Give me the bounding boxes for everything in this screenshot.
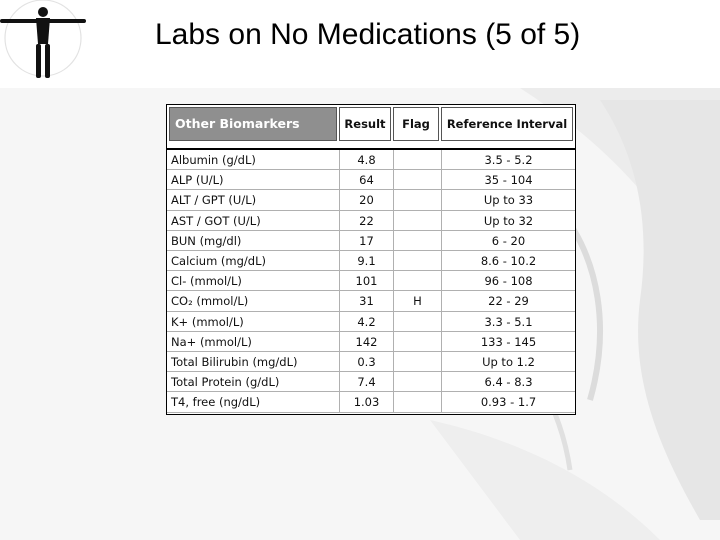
table-row (167, 352, 575, 372)
result-value: 0.3 (339, 352, 393, 372)
result-value: 22 (339, 211, 393, 231)
biomarker-name: Na+ (mmol/L) (167, 332, 339, 352)
flag-value: H (393, 291, 441, 311)
header-biomarkers (169, 107, 337, 141)
reference-interval: Up to 33 (441, 190, 575, 210)
biomarker-name: Albumin (g/dL) (167, 150, 339, 170)
biomarker-name: BUN (mg/dl) (167, 231, 339, 251)
result-value: 31 (339, 291, 393, 311)
vitruvian-figure-icon (0, 0, 100, 85)
reference-interval: Up to 32 (441, 211, 575, 231)
result-value: 20 (339, 190, 393, 210)
result-value: 4.8 (339, 150, 393, 170)
reference-interval: 3.5 - 5.2 (441, 150, 575, 170)
biomarker-name: Cl- (mmol/L) (167, 271, 339, 291)
flag-value (393, 251, 441, 271)
header-label: Reference Interval (446, 117, 568, 131)
result-value: 1.03 (339, 392, 393, 412)
reference-interval: 22 - 29 (441, 291, 575, 311)
table-row (167, 150, 575, 170)
table-row (167, 211, 575, 231)
reference-interval: 6 - 20 (441, 231, 575, 251)
flag-value (393, 352, 441, 372)
header-result (339, 107, 391, 141)
reference-interval: Up to 1.2 (441, 352, 575, 372)
flag-value (393, 332, 441, 352)
reference-interval: 0.93 - 1.7 (441, 392, 575, 412)
flag-value (393, 372, 441, 392)
result-value: 7.4 (339, 372, 393, 392)
reference-interval: 6.4 - 8.3 (441, 372, 575, 392)
biomarker-name: K+ (mmol/L) (167, 312, 339, 332)
biomarker-name: CO₂ (mmol/L) (167, 291, 339, 311)
result-value: 142 (339, 332, 393, 352)
table-row (167, 251, 575, 271)
header-reference-interval (441, 107, 573, 141)
flag-value (393, 392, 441, 412)
reference-interval: 35 - 104 (441, 170, 575, 190)
biomarker-name: Calcium (mg/dL) (167, 251, 339, 271)
result-value: 9.1 (339, 251, 393, 271)
biomarker-name: ALP (U/L) (167, 170, 339, 190)
slide-title: Labs on No Medications (5 of 5) (155, 18, 581, 51)
table-row (167, 170, 575, 190)
biomarker-name: T4, free (ng/dL) (167, 392, 339, 412)
biomarker-name: ALT / GPT (U/L) (167, 190, 339, 210)
flag-value (393, 271, 441, 291)
table-row (167, 190, 575, 210)
biomarker-name: Total Bilirubin (mg/dL) (167, 352, 339, 372)
lab-results-table (166, 104, 576, 415)
reference-interval: 3.3 - 5.1 (441, 312, 575, 332)
table-row (167, 291, 575, 311)
flag-value (393, 231, 441, 251)
table-row (167, 332, 575, 352)
flag-value (393, 170, 441, 190)
biomarker-name: AST / GOT (U/L) (167, 211, 339, 231)
reference-interval: 96 - 108 (441, 271, 575, 291)
table-row (167, 312, 575, 332)
flag-value (393, 190, 441, 210)
header-label: Result (344, 117, 386, 131)
table-row (167, 231, 575, 251)
header-label: Flag (402, 117, 430, 131)
table-row (167, 372, 575, 392)
table-row (167, 392, 575, 412)
reference-interval: 8.6 - 10.2 (441, 251, 575, 271)
flag-value (393, 211, 441, 231)
flag-value (393, 312, 441, 332)
reference-interval: 133 - 145 (441, 332, 575, 352)
biomarker-name: Total Protein (g/dL) (167, 372, 339, 392)
table-row (167, 271, 575, 291)
result-value: 17 (339, 231, 393, 251)
result-value: 4.2 (339, 312, 393, 332)
flag-value (393, 150, 441, 170)
header-flag (393, 107, 439, 141)
result-value: 101 (339, 271, 393, 291)
result-value: 64 (339, 170, 393, 190)
header-label: Other Biomarkers (175, 116, 300, 131)
lab-results-body (167, 148, 575, 414)
